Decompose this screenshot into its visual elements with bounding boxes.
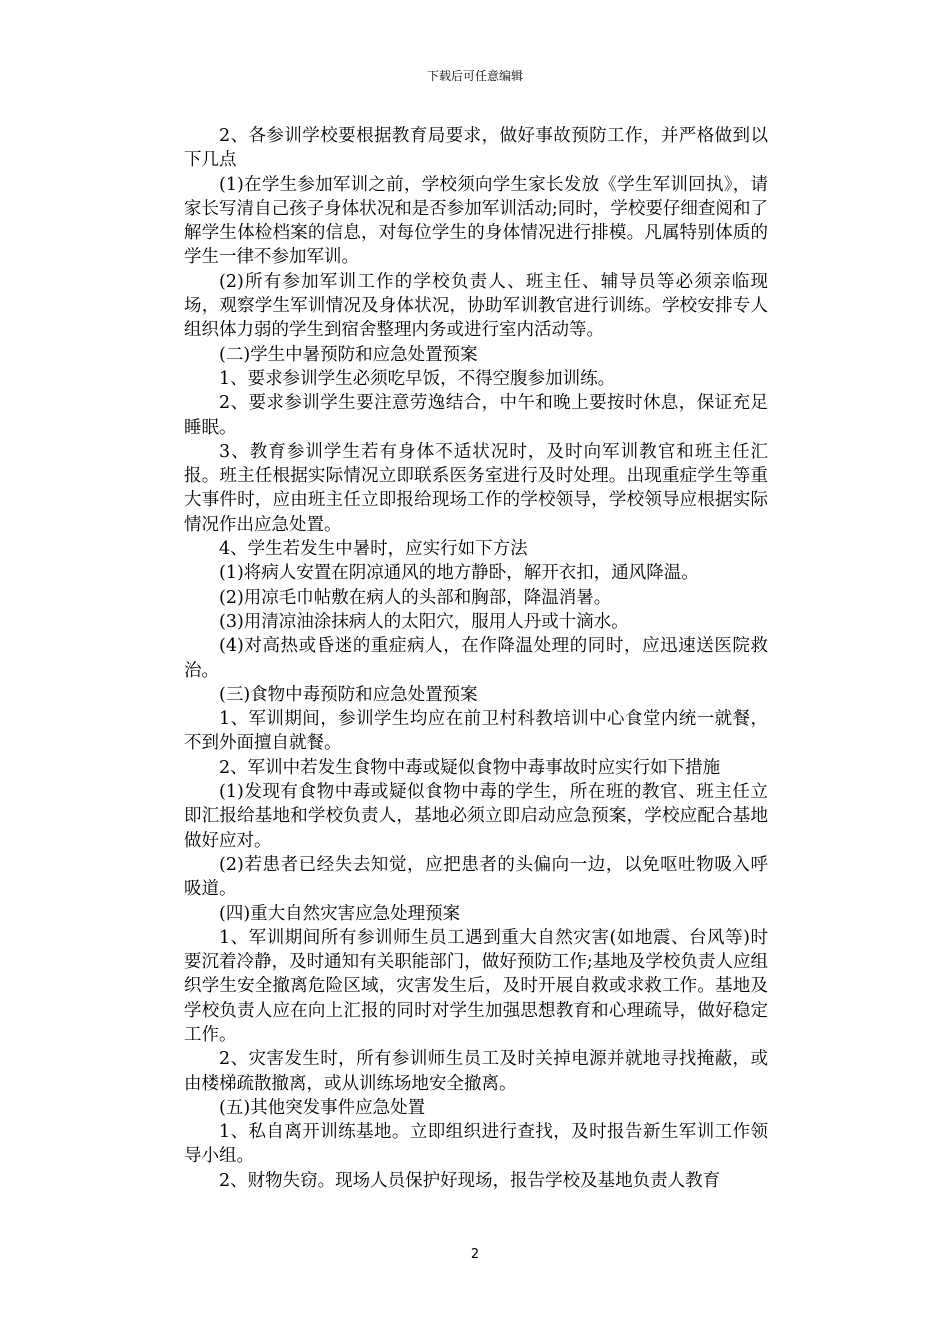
paragraph: (1)在学生参加军训之前，学校须向学生家长发放《学生军训回执》，请家长写清自己孩子身体状况和是否参加军训活动;同时，学校要仔细查阅和了解学生体检档案的信息，对每位学生的身体情况进行排模。凡属特别体质的学生一律不参加军训。 — [184, 174, 768, 268]
paragraph: (2)若患者已经失去知觉，应把患者的头偏向一边，以免呕吐物吸入呼吸道。 — [184, 854, 768, 900]
paragraph: 2、各参训学校要根据教育局要求，做好事故预防工作，并严格做到以下几点 — [184, 126, 768, 171]
paragraph: (4)对高热或昏迷的重症病人，在作降温处理的同时，应迅速送医院救治。 — [184, 636, 768, 681]
paragraph: 4、学生若发生中暑时，应实行如下方法 — [219, 539, 528, 560]
paragraph: (1)发现有食物中毒或疑似食物中毒的学生，所在班的教官、班主任立即汇报给基地和学校负责人，基地必须立即启动应急预案，学校应配合基地做好应对。 — [184, 782, 768, 851]
section-heading: (二)学生中暑预防和应急处置预案 — [219, 344, 478, 365]
section-heading: (五)其他突发事件应急处置 — [219, 1097, 426, 1118]
paragraph: 1、军训期间所有参训师生员工遇到重大自然灾害(如地震、台风等)时要沉着冷静，及时通知有关职能部门，做好预防工作;基地及学校负责人应组织学生安全撤离危险区域，灾害发生后，及时开展自救或求救工作。基地及学校负责人应在向上汇报的同时对学生加强思想教育和心理疏导，做好稳定工作。 — [184, 927, 768, 1045]
paragraph: 2、要求参训学生要注意劳逸结合，中午和晚上要按时休息，保证充足睡眠。 — [184, 393, 768, 438]
paragraph: 1、要求参训学生必须吃早饭，不得空腹参加训练。 — [219, 368, 616, 389]
page-number: 2 — [470, 1247, 480, 1262]
page-header: 下载后可任意编辑 — [426, 69, 523, 83]
section-heading: (四)重大自然灾害应急处理预案 — [219, 903, 461, 924]
paragraph: (3)用清凉油涂抹病人的太阳穴，服用人丹或十滴水。 — [219, 611, 629, 632]
paragraph: 2、财物失窃。现场人员保护好现场，报告学校及基地负责人教育 — [219, 1170, 721, 1191]
document-body — [184, 124, 768, 1193]
paragraph: (1)将病人安置在阴凉通风的地方静卧，解开衣扣，通风降温。 — [219, 563, 699, 584]
paragraph: (2)用凉毛巾帖敷在病人的头部和胸部，降温消暑。 — [219, 587, 612, 608]
paragraph: 1、军训期间，参训学生均应在前卫村科教培训中心食堂内统一就餐，不到外面擅自就餐。 — [184, 709, 768, 754]
paragraph: 2、灾害发生时，所有参训师生员工及时关掉电源并就地寻找掩蔽，或由楼梯疏散撤离，或从训练场地安全撤离。 — [184, 1049, 768, 1094]
paragraph: 2、军训中若发生食物中毒或疑似食物中毒事故时应实行如下措施 — [219, 757, 721, 778]
section-heading: (三)食物中毒预防和应急处置预案 — [219, 684, 478, 705]
paragraph: 3、教育参训学生若有身体不适状况时，及时向军训教官和班主任汇报。班主任根据实际情况立即联系医务室进行及时处理。出现重症学生等重大事件时，应由班主任立即报给现场工作的学校领导，学校领导应根据实际情况作出应急处置。 — [184, 441, 768, 535]
paragraph: 1、私自离开训练基地。立即组织进行查找，及时报告新生军训工作领导小组。 — [184, 1122, 768, 1167]
paragraph: (2)所有参加军训工作的学校负责人、班主任、辅导员等必须亲临现场，观察学生军训情况及身体状况，协助军训教官进行训练。学校安排专人组织体力弱的学生到宿舍整理内务或进行室内活动等。 — [184, 271, 768, 341]
